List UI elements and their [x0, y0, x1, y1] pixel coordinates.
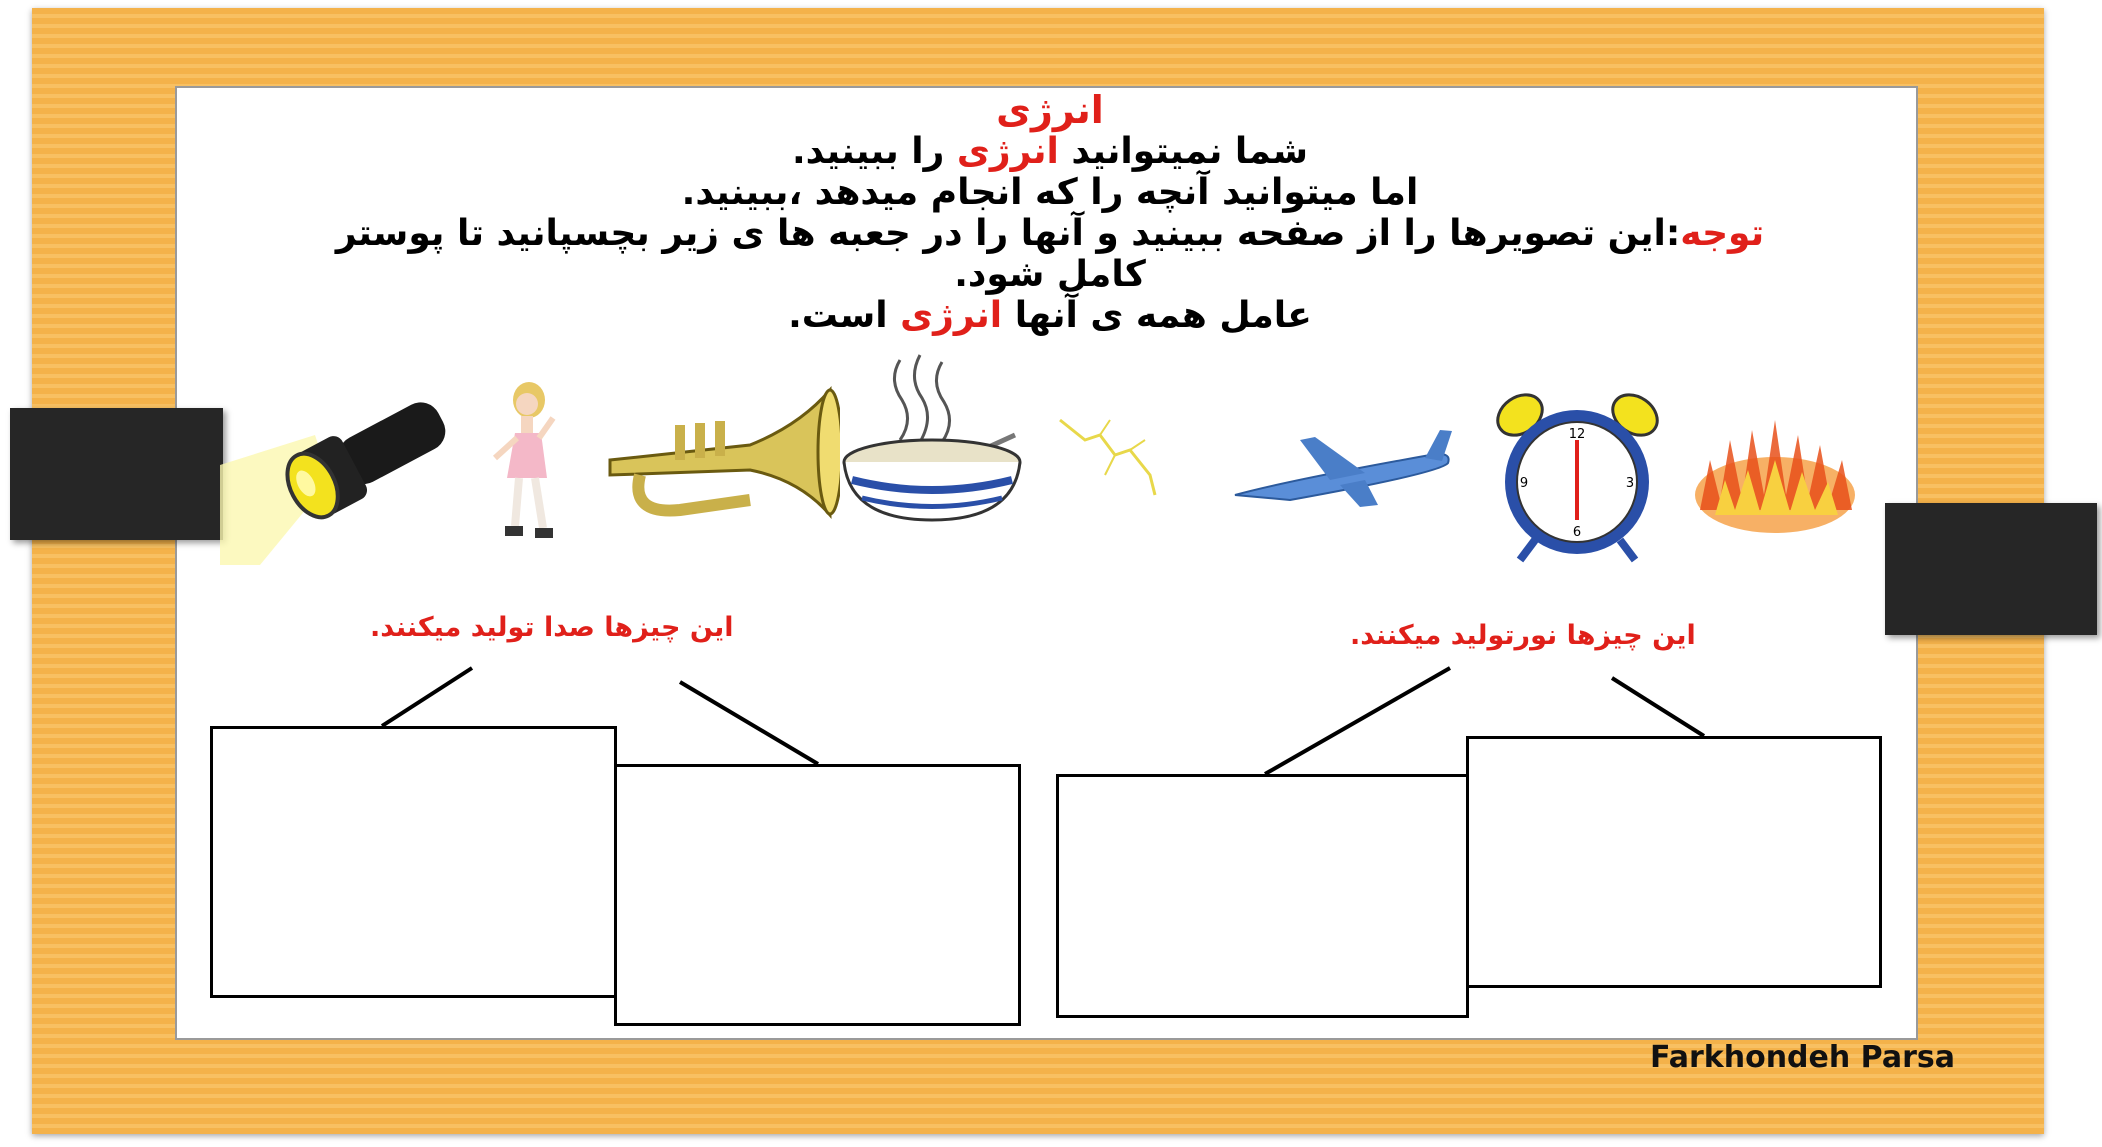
heading-line-2: اما میتوانید آنچه را که انجام میدهد ،ببینید. — [681, 172, 1419, 213]
sound-box-2[interactable] — [614, 764, 1021, 1026]
heading-line-4: عامل همه ی آنها انرژی است. — [788, 295, 1312, 336]
sound-label: این چیزها صدا تولید میکنند. — [370, 612, 734, 643]
signature: Farkhondeh Parsa — [1650, 1040, 1955, 1075]
svg-text:12: 12 — [1568, 427, 1586, 442]
heading-line-1: شما نمیتوانید انرژی را ببینید. — [792, 131, 1308, 172]
light-box-2[interactable] — [1466, 736, 1882, 988]
svg-text:6: 6 — [1572, 525, 1582, 540]
heading-line-3: توجه:این تصویرها را از صفحه ببینید و آنها را در جعبه ها ی زیر بچسپانید تا پوستر کامل شود. — [335, 213, 1765, 295]
light-label: این چیزها نورتولید میکنند. — [1350, 620, 1696, 651]
svg-text:9: 9 — [1519, 476, 1529, 491]
light-box-1[interactable] — [1056, 774, 1469, 1018]
sound-box-1[interactable] — [210, 726, 617, 998]
svg-text:3: 3 — [1625, 476, 1635, 491]
page-title: انرژی — [996, 88, 1104, 132]
